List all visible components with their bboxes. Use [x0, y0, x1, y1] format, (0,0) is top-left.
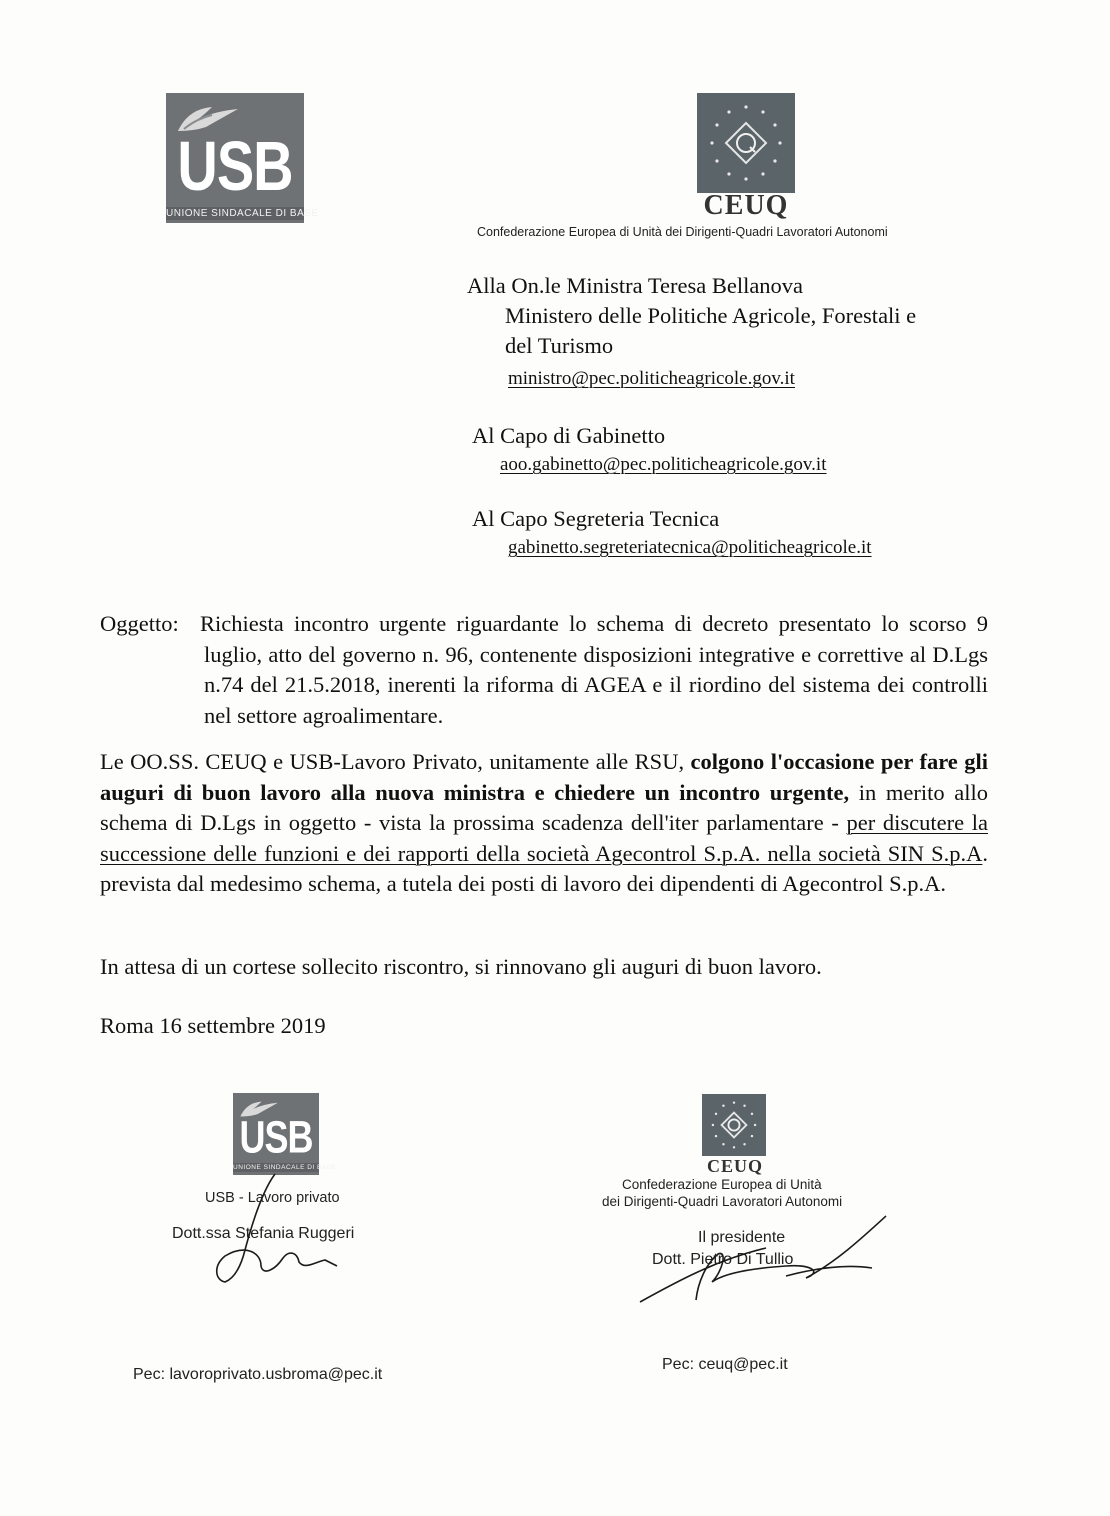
- usb-signer-name: Dott.ssa Stefania Ruggeri: [172, 1225, 355, 1242]
- ceuq-president-role: Il presidente: [698, 1229, 786, 1246]
- ceuq-signature-emblem: [702, 1094, 766, 1156]
- body-p1-underlined: per discutere la successione delle funzioni e dei rapporti della società Agecontrol S.p.A. nella società SIN S.p.A: [100, 810, 988, 866]
- ceuq-signature-name-1: Confederazione Europea di Unità: [622, 1177, 822, 1192]
- body-paragraph-2: In attesa di un cortese sollecito riscontro, si rinnovano gli auguri di buon lavoro.: [100, 954, 822, 979]
- usb-signature-logo-subtitle: UNIONE SINDACALE DI BASE: [233, 1164, 337, 1171]
- body-paragraph-1: [100, 747, 988, 900]
- ceuq-emblem: [697, 93, 795, 193]
- recipient-3-email[interactable]: gabinetto.segreteriatecnica@politicheagricole.it: [508, 537, 872, 558]
- subject-text: Richiesta incontro urgente riguardante lo schema di decreto presentato lo scorso 9 luglio, atto del governo n. 96, contenente disposizioni integrative e correttive al D.Lgs n.74 del 21.5.2018, inerenti la riforma di AGEA e il riordino del sistema dei controlli nel settore agroalimentare.: [200, 611, 988, 728]
- ceuq-signer-name: Dott. Pietro Di Tullio: [652, 1251, 794, 1268]
- usb-signature-logo: [233, 1093, 337, 1175]
- subject-label: Oggetto:: [100, 611, 179, 636]
- body-p1-mid: in merito allo schema di D.Lgs in oggetto - vista la prossima scadenza dell'iter parlamentare -: [100, 779, 988, 835]
- body-p1-bold: colgono l'occasione per fare gli auguri di buon lavoro alla nuova ministra e chiedere un incontro urgente,: [100, 749, 988, 805]
- ceuq-handwritten-signature: [636, 1212, 896, 1312]
- usb-logo-subtitle: UNIONE SINDACALE DI BASE: [166, 208, 319, 219]
- usb-logo-text: USB: [177, 126, 293, 205]
- recipient-1-line-1: Alla On.le Ministra Teresa Bellanova: [467, 273, 804, 298]
- ceuq-signature-logo-text: CEUQ: [706, 1156, 763, 1176]
- usb-handwritten-signature: [205, 1170, 355, 1300]
- usb-signature-logo-text: USB: [239, 1111, 313, 1163]
- usb-signature-label: USB - Lavoro privato: [205, 1190, 340, 1206]
- body-p1-start: Le OO.SS. CEUQ e USB-Lavoro Privato, unitamente alle RSU,: [100, 749, 691, 774]
- ceuq-signature-stars-icon: [702, 1094, 766, 1156]
- recipient-1-line-3: del Turismo: [505, 333, 614, 358]
- recipient-2-email[interactable]: aoo.gabinetto@pec.politicheagricole.gov.it: [500, 454, 827, 475]
- ceuq-full-name: Confederazione Europea di Unità dei Dirigenti-Quadri Lavoratori Autonomi: [477, 225, 888, 239]
- ceuq-logo-text: CEUQ: [703, 190, 789, 221]
- ceuq-stars-icon: [697, 93, 795, 193]
- place-date: Roma 16 settembre 2019: [100, 1013, 326, 1038]
- recipient-2-line-1: Al Capo di Gabinetto: [472, 423, 666, 448]
- usb-logo: [166, 93, 319, 223]
- recipient-3-line-1: Al Capo Segreteria Tecnica: [472, 506, 720, 531]
- body-p1-end: . prevista dal medesimo schema, a tutela dei posti di lavoro dei dipendenti di Agecontrol S.p.A.: [100, 840, 988, 896]
- recipient-1-email[interactable]: ministro@pec.politicheagricole.gov.it: [508, 368, 795, 389]
- ceuq-signature-name-2: dei Dirigenti-Quadri Lavoratori Autonomi: [602, 1194, 843, 1209]
- ceuq-pec[interactable]: Pec: ceuq@pec.it: [662, 1356, 788, 1373]
- recipient-1-line-2: Ministero delle Politiche Agricole, Forestali e: [505, 303, 917, 328]
- usb-pec[interactable]: Pec: lavoroprivato.usbroma@pec.it: [133, 1366, 383, 1383]
